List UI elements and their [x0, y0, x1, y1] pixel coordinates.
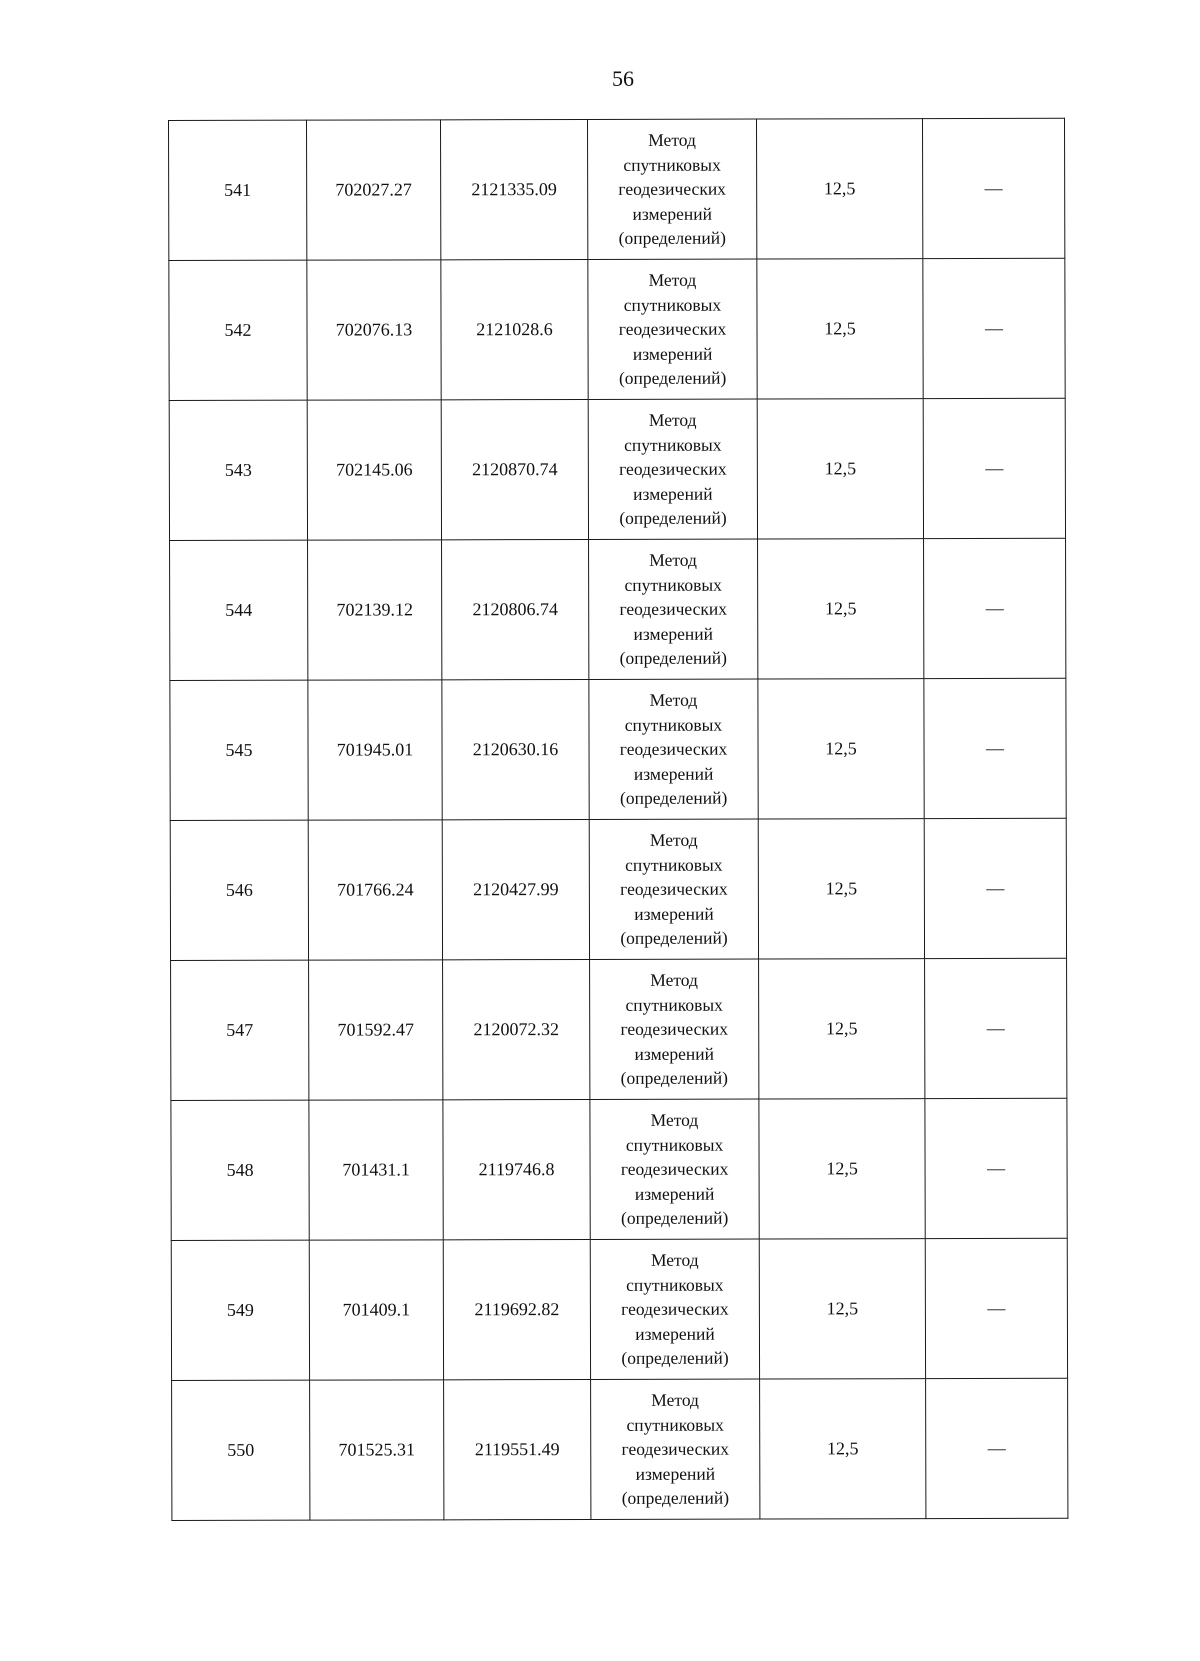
note: — — [922, 118, 1064, 258]
method-line: измерений — [633, 623, 714, 644]
method-line: (определений) — [620, 1067, 729, 1089]
coord-x: 701592.47 — [309, 960, 443, 1100]
point-number: 542 — [169, 260, 307, 400]
coord-y: 2120072.32 — [443, 959, 590, 1099]
method-line: измерений — [632, 343, 713, 364]
method-line: геодезических — [618, 178, 726, 200]
method-line: Метод — [649, 549, 697, 571]
method-line: Метод — [649, 829, 698, 851]
method-line: геодезических — [620, 878, 728, 900]
note: — — [923, 258, 1065, 398]
accuracy: 12,5 — [758, 819, 924, 959]
method-line: (определений) — [621, 1347, 729, 1369]
note: — — [926, 1378, 1068, 1518]
note: — — [924, 818, 1066, 958]
coord-x: 702145.06 — [307, 400, 441, 540]
table-row — [172, 1378, 1068, 1520]
coord-y: 2119692.82 — [443, 1239, 590, 1379]
table-row — [171, 1238, 1067, 1380]
method-line: измерений — [633, 763, 714, 784]
method-line: (определений) — [619, 647, 727, 669]
method-line: измерений — [634, 903, 714, 924]
point-number: 547 — [171, 960, 309, 1100]
coord-x: 701766.24 — [308, 820, 442, 960]
coordinates-table — [168, 118, 1068, 1521]
point-number: 544 — [170, 540, 308, 680]
coord-y: 2120630.16 — [442, 679, 589, 819]
method-line: измерений — [635, 1323, 715, 1344]
method-line: (определений) — [620, 927, 728, 949]
method-line: спутниковых — [626, 1274, 724, 1295]
point-number: 541 — [169, 120, 307, 260]
method-cell — [587, 119, 756, 259]
method-line: спутниковых — [624, 714, 723, 735]
method-line: геодезических — [619, 738, 728, 760]
method-line: измерений — [634, 1183, 715, 1204]
method-line: измерений — [635, 1463, 716, 1484]
coord-x: 702139.12 — [308, 540, 442, 680]
table-row — [169, 258, 1065, 400]
coord-x: 702027.27 — [307, 120, 441, 260]
accuracy: 12,5 — [759, 959, 925, 1099]
accuracy: 12,5 — [757, 259, 923, 399]
coord-x: 701409.1 — [309, 1240, 443, 1380]
method-line: (определений) — [618, 367, 727, 389]
table-row — [169, 398, 1065, 540]
method-line: (определений) — [621, 1487, 730, 1509]
coord-y: 2119746.8 — [443, 1099, 590, 1239]
point-number: 545 — [170, 680, 308, 820]
method-line: Метод — [650, 969, 698, 991]
method-cell — [589, 819, 758, 959]
method-line: спутниковых — [625, 1134, 724, 1155]
method-line: Метод — [648, 409, 697, 431]
method-line: (определений) — [619, 787, 728, 809]
note: — — [924, 678, 1066, 818]
method-cell — [590, 1099, 759, 1239]
table-row — [170, 538, 1066, 680]
method-line: спутниковых — [623, 154, 721, 175]
coord-x: 702076.13 — [307, 260, 441, 400]
coord-x: 701431.1 — [309, 1100, 443, 1240]
coord-y: 2121335.09 — [441, 119, 588, 259]
table-row — [170, 678, 1066, 820]
method-line: геодезических — [620, 1018, 728, 1040]
method-line: геодезических — [619, 598, 727, 620]
method-line: спутниковых — [625, 854, 723, 875]
method-line: геодезических — [618, 318, 727, 340]
accuracy: 12,5 — [758, 539, 924, 679]
point-number: 548 — [171, 1100, 309, 1240]
coord-x: 701945.01 — [308, 680, 442, 820]
accuracy: 12,5 — [756, 119, 922, 259]
table-row — [170, 818, 1066, 960]
note: — — [925, 958, 1067, 1098]
method-line: (определений) — [620, 1207, 729, 1229]
method-line: (определений) — [618, 227, 726, 249]
method-line: спутниковых — [623, 294, 722, 315]
method-line: Метод — [650, 1109, 699, 1131]
method-line: измерений — [633, 483, 713, 504]
accuracy: 12,5 — [760, 1379, 926, 1519]
table-row — [171, 958, 1067, 1100]
method-line: геодезических — [621, 1438, 730, 1460]
table-row — [169, 118, 1065, 260]
coord-x: 701525.31 — [310, 1380, 444, 1520]
coord-y: 2120427.99 — [442, 819, 589, 959]
method-line: геодезических — [620, 1158, 729, 1180]
point-number: 546 — [170, 820, 308, 960]
coord-y: 2121028.6 — [441, 259, 588, 399]
method-line: спутниковых — [625, 994, 723, 1015]
note: — — [923, 398, 1065, 538]
coord-y: 2120806.74 — [442, 539, 589, 679]
accuracy: 12,5 — [757, 399, 923, 539]
method-line: Метод — [648, 269, 697, 291]
method-cell — [588, 259, 757, 399]
method-line: геодезических — [619, 458, 727, 480]
method-cell — [590, 959, 759, 1099]
method-line: спутниковых — [624, 434, 722, 455]
coord-y: 2119551.49 — [444, 1379, 591, 1519]
accuracy: 12,5 — [758, 679, 924, 819]
method-cell — [591, 1379, 760, 1519]
point-number: 543 — [169, 400, 307, 540]
method-line: Метод — [650, 1249, 699, 1271]
method-line: измерений — [634, 1043, 715, 1064]
method-line: Метод — [651, 1389, 699, 1411]
accuracy: 12,5 — [759, 1099, 925, 1239]
table-row — [171, 1098, 1067, 1240]
coord-y: 2120870.74 — [441, 399, 588, 539]
method-cell — [589, 539, 758, 679]
note: — — [925, 1098, 1067, 1238]
method-line: Метод — [649, 689, 698, 711]
point-number: 550 — [172, 1380, 310, 1520]
method-line: (определений) — [619, 507, 727, 529]
point-number: 549 — [171, 1240, 309, 1380]
method-line: геодезических — [621, 1298, 729, 1320]
method-line: спутниковых — [626, 1414, 724, 1435]
method-cell — [590, 1239, 759, 1379]
accuracy: 12,5 — [759, 1239, 925, 1379]
page-number: 56 — [612, 66, 634, 91]
note: — — [925, 1238, 1067, 1378]
method-line: Метод — [648, 129, 696, 151]
note: — — [924, 538, 1066, 678]
method-line: измерений — [632, 203, 713, 224]
method-line: спутниковых — [624, 574, 722, 595]
method-cell — [588, 399, 757, 539]
method-cell — [589, 679, 758, 819]
